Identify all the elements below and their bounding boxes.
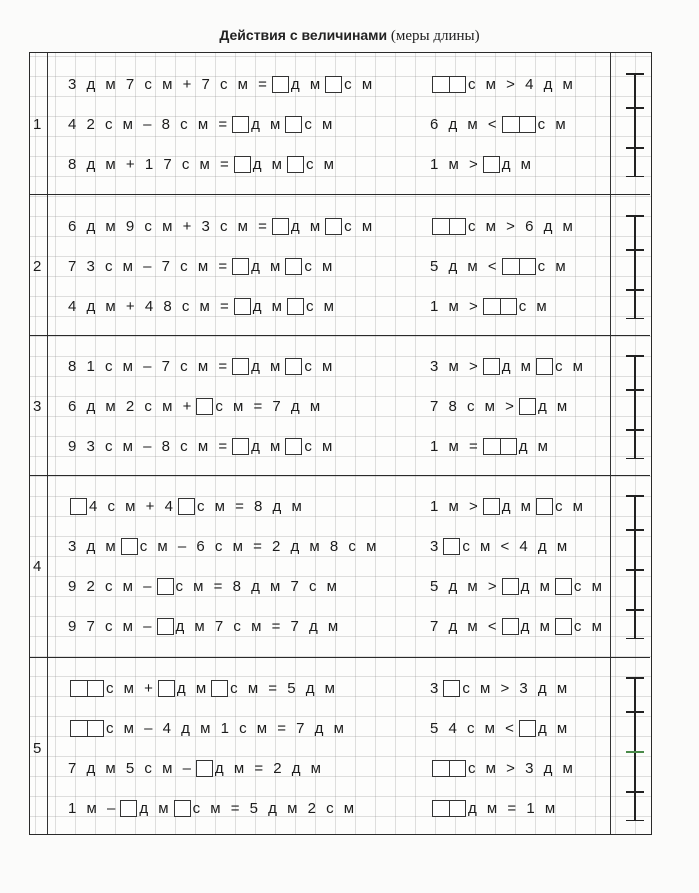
equation-left	[68, 577, 340, 599]
comparison-right	[430, 679, 570, 701]
section-number: 4	[33, 558, 42, 575]
answer-box[interactable]	[443, 538, 460, 555]
expression-text: 9 2 с м –	[68, 577, 155, 595]
equation-left	[68, 297, 337, 319]
answer-box[interactable]	[443, 680, 460, 697]
expression-text: 6 д м 9 с м + 3 с м =	[68, 217, 270, 235]
answer-box[interactable]	[121, 538, 138, 555]
expression-text: 3 м >	[430, 357, 481, 375]
expression-text: 6 д м 2 с м +	[68, 397, 195, 415]
expression-text: с м	[304, 357, 336, 375]
answer-box[interactable]	[196, 398, 213, 415]
expression-text: 5 д м >	[430, 577, 500, 595]
answer-box[interactable]	[234, 156, 251, 173]
expression-text: д м	[501, 357, 534, 375]
expression-text: с м	[306, 297, 337, 315]
equation-left	[68, 679, 338, 701]
expression-text: д м	[251, 115, 284, 133]
title-subtitle: (меры длины)	[390, 28, 480, 44]
equation-left	[68, 155, 337, 177]
expression-text: с м	[304, 115, 336, 133]
answer-box[interactable]	[70, 498, 87, 515]
answer-box[interactable]	[325, 76, 342, 93]
page-title	[0, 27, 699, 45]
answer-box[interactable]	[555, 578, 572, 595]
expression-text: 1 м >	[430, 297, 481, 315]
exercise-section-3	[30, 335, 650, 476]
expression-text: 8 д м + 1 7 с м =	[68, 155, 232, 173]
expression-text: д м	[252, 155, 285, 173]
check-scale-mark	[626, 355, 644, 459]
expression-text: с м	[537, 115, 569, 133]
equation-left	[68, 719, 347, 741]
title-bold: Действия с величинами	[219, 27, 388, 43]
answer-box[interactable]	[519, 720, 536, 737]
expression-text: д м	[251, 437, 284, 455]
answer-box[interactable]	[432, 76, 466, 93]
answer-box[interactable]	[232, 358, 249, 375]
expression-text: 1 м =	[430, 437, 481, 455]
comparison-right	[430, 437, 551, 459]
expression-text: 7 д м <	[430, 617, 500, 635]
expression-text: д м	[290, 75, 324, 93]
answer-box[interactable]	[178, 498, 195, 515]
expression-text: с м	[573, 617, 605, 635]
expression-text: д м 7 с м = 7 д м	[175, 617, 342, 635]
answer-box[interactable]	[232, 438, 249, 455]
answer-box[interactable]	[70, 720, 104, 737]
expression-text: с м	[537, 257, 569, 275]
comparison-right	[430, 257, 569, 279]
expression-text: 5 4 с м <	[430, 719, 517, 737]
answer-box[interactable]	[287, 298, 304, 315]
expression-text: 3 д м	[68, 537, 119, 555]
answer-box[interactable]	[483, 438, 517, 455]
comparison-right	[430, 617, 605, 639]
expression-text: 7 3 с м – 7 с м =	[68, 257, 231, 275]
answer-box[interactable]	[272, 218, 289, 235]
answer-box[interactable]	[285, 258, 302, 275]
equation-left	[68, 759, 324, 781]
expression-text: с м > 3 д м	[468, 759, 576, 777]
answer-box[interactable]	[174, 800, 191, 817]
section-number: 5	[33, 740, 42, 757]
answer-box[interactable]	[70, 680, 104, 697]
exercise-section-4	[30, 475, 650, 658]
answer-box[interactable]	[158, 680, 175, 697]
answer-box[interactable]	[432, 760, 466, 777]
answer-box[interactable]	[287, 156, 304, 173]
comparison-right	[430, 759, 576, 781]
answer-box[interactable]	[196, 760, 213, 777]
comparison-right	[430, 357, 586, 379]
answer-box[interactable]	[272, 76, 289, 93]
answer-box[interactable]	[285, 116, 302, 133]
expression-text: 9 3 с м – 8 с м =	[68, 437, 231, 455]
answer-box[interactable]	[483, 298, 517, 315]
answer-box[interactable]	[483, 498, 500, 515]
answer-box[interactable]	[157, 618, 174, 635]
expression-text: с м	[344, 75, 376, 93]
expression-text: 5 д м <	[430, 257, 500, 275]
answer-box[interactable]	[536, 498, 553, 515]
comparison-right	[430, 397, 570, 419]
expression-text: 3	[430, 679, 442, 697]
expression-text: д м	[251, 257, 284, 275]
equation-left	[68, 397, 323, 419]
expression-text: 6 д м <	[430, 115, 500, 133]
expression-text: 4 д м + 4 8 с м =	[68, 297, 232, 315]
answer-box[interactable]	[483, 358, 500, 375]
answer-box[interactable]	[432, 800, 466, 817]
expression-text: 1 м >	[430, 497, 481, 515]
expression-text: 1 м >	[430, 155, 481, 173]
answer-box[interactable]	[325, 218, 342, 235]
comparison-right	[430, 719, 570, 741]
comparison-right	[430, 577, 605, 599]
expression-text: с м – 6 с м = 2 д м 8 с м	[139, 537, 380, 555]
expression-text: д м	[252, 297, 285, 315]
comparison-right	[430, 217, 576, 239]
expression-text: 7 8 с м >	[430, 397, 517, 415]
section-number: 2	[33, 258, 42, 275]
expression-text: с м	[518, 297, 550, 315]
expression-text: с м = 5 д м 2 с м	[192, 799, 358, 817]
expression-text: д м	[520, 617, 553, 635]
equation-left	[68, 437, 335, 459]
expression-text: с м	[304, 437, 336, 455]
expression-text: с м > 4 д м	[468, 75, 576, 93]
expression-text: с м = 7 д м	[215, 397, 324, 415]
expression-text: д м = 1 м	[468, 799, 559, 817]
answer-box[interactable]	[502, 258, 536, 275]
expression-text: д м	[537, 719, 571, 737]
expression-text: д м	[518, 437, 551, 455]
comparison-right	[430, 115, 569, 137]
comparison-right	[430, 75, 576, 97]
section-number: 3	[33, 398, 42, 415]
expression-text: с м – 4 д м 1 с м = 7 д м	[106, 719, 347, 737]
exercise-section-5	[30, 657, 650, 836]
expression-text: с м < 4 д м	[462, 537, 571, 555]
expression-text: д м	[520, 577, 553, 595]
check-scale-mark	[626, 73, 644, 177]
equation-left	[68, 497, 305, 519]
expression-text: д м = 2 д м	[214, 759, 324, 777]
expression-text: 8 1 с м – 7 с м =	[68, 357, 231, 375]
worksheet-grid	[29, 52, 652, 835]
answer-box[interactable]	[519, 398, 536, 415]
expression-text: 9 7 с м –	[68, 617, 155, 635]
answer-box[interactable]	[432, 218, 466, 235]
expression-text: 1 м –	[68, 799, 119, 817]
answer-box[interactable]	[502, 116, 536, 133]
equation-left	[68, 75, 375, 97]
expression-text: д м	[537, 397, 571, 415]
expression-text: с м	[554, 357, 586, 375]
equation-left	[68, 537, 379, 559]
answer-box[interactable]	[157, 578, 174, 595]
equation-left	[68, 357, 335, 379]
expression-text: 4 2 с м – 8 с м =	[68, 115, 231, 133]
expression-text: д м	[251, 357, 284, 375]
expression-text: с м	[554, 497, 586, 515]
answer-box[interactable]	[232, 116, 249, 133]
comparison-right	[430, 297, 550, 319]
equation-left	[68, 217, 375, 239]
expression-text: с м > 3 д м	[462, 679, 571, 697]
comparison-right	[430, 155, 534, 177]
exercise-section-1	[30, 53, 650, 194]
equation-left	[68, 115, 335, 137]
check-scale-mark	[626, 495, 644, 639]
answer-box[interactable]	[285, 358, 302, 375]
check-scale-mark	[626, 215, 644, 319]
equation-left	[68, 617, 341, 639]
answer-box[interactable]	[232, 258, 249, 275]
expression-text: 4 с м + 4	[89, 497, 176, 515]
answer-box[interactable]	[285, 438, 302, 455]
expression-text: с м	[573, 577, 605, 595]
expression-text: 3	[430, 537, 442, 555]
expression-text: с м	[304, 257, 336, 275]
check-scale-mark	[626, 677, 644, 821]
expression-text: с м = 8 д м	[196, 497, 305, 515]
comparison-right	[430, 799, 558, 821]
expression-text: 7 д м 5 с м –	[68, 759, 194, 777]
expression-text: с м = 5 д м	[230, 679, 338, 697]
expression-text: с м +	[106, 679, 156, 697]
answer-box[interactable]	[211, 680, 228, 697]
answer-box[interactable]	[555, 618, 572, 635]
expression-text: д м	[290, 217, 324, 235]
answer-box[interactable]	[502, 578, 519, 595]
answer-box[interactable]	[120, 800, 137, 817]
answer-box[interactable]	[502, 618, 519, 635]
expression-text: д м	[501, 497, 534, 515]
expression-text: 3 д м 7 с м + 7 с м =	[68, 75, 270, 93]
equation-left	[68, 799, 357, 821]
expression-text: с м > 6 д м	[468, 217, 576, 235]
section-number: 1	[33, 116, 42, 133]
comparison-right	[430, 537, 570, 559]
exercise-section-2	[30, 194, 650, 336]
expression-text: д м	[139, 799, 172, 817]
expression-text: д м	[176, 679, 210, 697]
expression-text: д м	[501, 155, 534, 173]
answer-box[interactable]	[536, 358, 553, 375]
expression-text: с м	[306, 155, 337, 173]
expression-text: с м	[344, 217, 376, 235]
comparison-right	[430, 497, 586, 519]
expression-text: с м = 8 д м 7 с м	[175, 577, 340, 595]
answer-box[interactable]	[483, 156, 500, 173]
answer-box[interactable]	[234, 298, 251, 315]
equation-left	[68, 257, 335, 279]
